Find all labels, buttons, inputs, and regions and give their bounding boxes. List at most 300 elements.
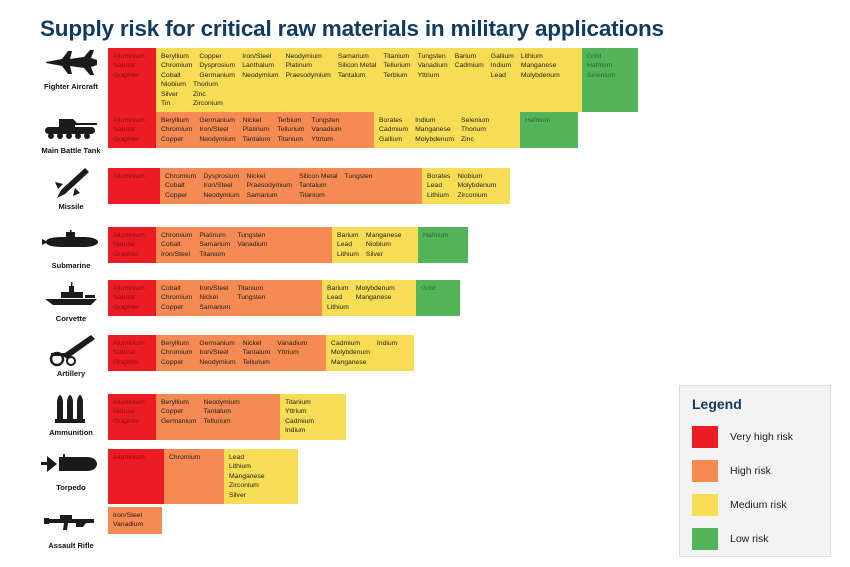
material-label: Iron/Steel xyxy=(203,182,233,190)
risk-segment xyxy=(108,280,156,316)
material-label: Graphite xyxy=(113,417,140,425)
material-label: Graphite xyxy=(113,250,140,258)
risk-segment xyxy=(224,449,298,504)
chart-row xyxy=(34,447,298,504)
material-label: Molybdenum xyxy=(415,135,455,143)
row-bars xyxy=(108,449,298,504)
material-label: Tellurium xyxy=(277,126,305,134)
material-label: Hafnium xyxy=(525,117,551,124)
material-label: Samarium xyxy=(246,191,278,199)
material-label: Titanium xyxy=(285,399,311,406)
chart-row xyxy=(34,166,510,211)
material-column xyxy=(331,339,370,367)
material-column xyxy=(344,172,372,200)
material-label: Iron/Steel xyxy=(199,285,229,292)
material-label: Zirconium xyxy=(229,482,259,490)
material-column xyxy=(237,284,265,312)
material-label: Neodymium xyxy=(203,399,240,406)
material-label: Selenium xyxy=(587,71,616,79)
material-label: Selenium xyxy=(461,117,490,124)
material-column xyxy=(193,80,223,108)
material-label: Germanium xyxy=(199,340,235,347)
material-column xyxy=(379,116,408,144)
material-label: Molybdenum xyxy=(457,182,497,190)
material-label: Tungsten xyxy=(237,294,266,302)
risk-segment xyxy=(108,112,156,148)
material-label: Yttrium xyxy=(277,349,299,357)
material-column xyxy=(199,284,230,312)
corvette-icon xyxy=(41,278,101,312)
row-label: Torpedo xyxy=(56,483,86,492)
material-label: Silver xyxy=(229,491,246,499)
material-label: Tungsten xyxy=(311,117,340,124)
risk-segment xyxy=(108,227,156,263)
material-label: Tungsten xyxy=(237,232,266,239)
material-label: Vanadium xyxy=(277,340,308,347)
material-label: Gallium xyxy=(490,53,514,60)
material-label: Vanadium xyxy=(311,126,342,134)
risk-segment xyxy=(156,112,374,148)
material-label: Copper xyxy=(199,53,222,60)
material-label: Dysprosium xyxy=(203,173,240,180)
material-column xyxy=(521,52,560,80)
material-label: Germanium xyxy=(199,71,235,79)
material-label: Aluminium xyxy=(113,117,145,124)
material-label: Natural xyxy=(113,62,135,70)
row-icon-cell xyxy=(34,225,108,270)
material-label: Cobalt xyxy=(161,285,181,292)
material-label: Titanium xyxy=(199,250,226,258)
chart-row xyxy=(34,46,638,112)
material-label: Indium xyxy=(376,340,398,347)
material-column xyxy=(161,398,197,426)
material-label: Chromium xyxy=(161,62,193,70)
legend-label: Medium risk xyxy=(730,499,787,511)
material-column xyxy=(383,52,410,80)
material-label: Samarium xyxy=(199,303,231,311)
risk-segment xyxy=(422,168,510,204)
material-label: Chromium xyxy=(165,173,197,180)
material-label: Titanium xyxy=(237,285,264,292)
material-column xyxy=(421,284,435,293)
material-label: Manganese xyxy=(229,472,265,480)
material-label: Graphite xyxy=(113,135,140,143)
material-label: Neodymium xyxy=(199,135,236,143)
material-label: Vanadium xyxy=(417,62,448,70)
risk-segment xyxy=(416,280,460,316)
material-label: Silicon Metal xyxy=(337,62,377,70)
material-column xyxy=(285,417,314,436)
legend-item xyxy=(692,490,818,520)
legend-heading: Legend xyxy=(692,396,742,412)
material-label: Aluminium xyxy=(113,53,145,60)
material-column xyxy=(203,172,239,200)
material-column xyxy=(161,284,192,312)
risk-segment xyxy=(156,394,280,440)
material-column xyxy=(199,339,235,367)
material-label: Zirconium xyxy=(192,100,223,108)
material-label: Lead xyxy=(229,454,245,461)
row-label: Corvette xyxy=(55,314,87,323)
material-column xyxy=(113,398,145,426)
risk-segment xyxy=(326,335,414,371)
legend-label: High risk xyxy=(730,465,771,477)
material-label: Lithium xyxy=(337,250,359,258)
material-column xyxy=(247,172,292,200)
material-label: Tantalum xyxy=(203,408,232,416)
row-bars xyxy=(108,168,510,204)
material-column xyxy=(366,231,402,259)
row-label: Submarine xyxy=(51,261,91,270)
material-label: Manganese xyxy=(415,126,451,134)
chart-row xyxy=(34,392,346,440)
material-label: Aluminium xyxy=(113,340,145,347)
material-label: Lead xyxy=(427,182,443,190)
material-column xyxy=(491,52,514,80)
main-battle-tank-icon xyxy=(41,110,101,144)
material-label: Chromium xyxy=(161,349,193,357)
material-label: Lithium xyxy=(520,53,543,60)
risk-segment xyxy=(108,335,156,371)
material-label: Iron/Steel xyxy=(199,349,229,357)
material-column xyxy=(423,231,448,240)
risk-segment xyxy=(108,394,156,440)
material-label: Silicon Metal xyxy=(298,173,338,180)
chart-row xyxy=(34,333,414,378)
material-label: Platinum xyxy=(285,62,312,70)
material-label: Vanadium xyxy=(237,241,268,249)
page-title: Supply risk for critical raw materials in military applications xyxy=(40,16,664,41)
risk-segment xyxy=(322,280,416,316)
material-label: Yttrium xyxy=(285,408,307,416)
row-bars xyxy=(108,280,460,316)
material-label: Natural xyxy=(113,408,135,416)
row-icon-cell xyxy=(34,392,108,437)
material-label: Lanthalum xyxy=(242,62,274,70)
material-column xyxy=(161,80,186,108)
material-label: Dysprosium xyxy=(199,62,236,70)
row-bars xyxy=(108,112,578,148)
material-label: Silver xyxy=(161,90,178,98)
material-label: Terbium xyxy=(277,117,302,124)
material-column xyxy=(311,116,341,144)
material-label: Natural xyxy=(113,126,135,134)
material-label: Iron/Steel xyxy=(242,53,272,60)
material-label: Tellurium xyxy=(383,62,411,70)
material-label: Lead xyxy=(337,241,353,249)
material-label: Lead xyxy=(490,71,506,79)
material-label: Tantalum xyxy=(298,182,327,190)
risk-segment xyxy=(280,394,346,440)
material-column xyxy=(286,52,331,80)
material-column xyxy=(338,52,377,80)
legend-label: Low risk xyxy=(730,533,769,545)
material-label: Platinum xyxy=(199,232,226,239)
material-label: Copper xyxy=(165,191,188,199)
material-label: Tantalum xyxy=(242,349,271,357)
material-label: Hafnium xyxy=(423,232,449,239)
material-label: Lithium xyxy=(427,191,449,199)
material-column xyxy=(229,481,259,500)
chart-row xyxy=(34,110,578,155)
material-label: Manganese xyxy=(365,232,402,239)
material-label: Niobium xyxy=(365,241,391,249)
legend-panel xyxy=(679,385,831,557)
material-label: Aluminium xyxy=(113,454,145,461)
material-label: Vanadium xyxy=(113,521,144,529)
risk-segment xyxy=(108,168,160,204)
material-label: Graphite xyxy=(113,358,140,366)
material-label: Indium xyxy=(285,427,306,435)
material-column xyxy=(337,231,359,259)
material-label: Borates xyxy=(427,173,451,180)
material-label: Chromium xyxy=(161,232,193,239)
material-label: Borates xyxy=(379,117,403,124)
material-column xyxy=(113,52,145,80)
legend-item xyxy=(692,524,818,554)
risk-segment xyxy=(164,449,224,504)
material-label: Cadmium xyxy=(454,62,484,70)
legend-swatch xyxy=(692,494,718,516)
row-bars xyxy=(108,48,638,112)
row-label: Missile xyxy=(58,202,84,211)
material-column xyxy=(415,116,454,144)
material-label: Zirconium xyxy=(457,191,488,199)
material-label: Manganese xyxy=(355,294,392,302)
risk-segment xyxy=(156,48,582,112)
row-icon-cell xyxy=(34,46,108,91)
row-label: Assault Rifle xyxy=(48,541,94,550)
material-column xyxy=(587,52,615,80)
material-label: Germanium xyxy=(199,117,235,124)
material-column xyxy=(161,339,192,367)
missile-icon xyxy=(49,166,93,200)
chart-row xyxy=(34,225,468,270)
material-label: Germanium xyxy=(161,417,197,425)
material-label: Graphite xyxy=(113,71,140,79)
risk-segment xyxy=(332,227,418,263)
material-column xyxy=(356,284,395,312)
row-label: Fighter Aircraft xyxy=(44,82,98,91)
material-column xyxy=(457,172,496,200)
material-column xyxy=(229,453,265,481)
material-column xyxy=(237,231,267,259)
material-label: Platinum xyxy=(242,126,270,134)
material-label: Molybdenum xyxy=(355,285,395,292)
material-label: Copper xyxy=(161,135,184,143)
material-label: Terbium xyxy=(383,71,408,79)
material-label: Zinc xyxy=(461,135,474,143)
material-label: Aluminium xyxy=(113,399,145,406)
material-label: Samarium xyxy=(199,241,231,249)
material-label: Natural xyxy=(113,349,135,357)
material-label: Tantalum xyxy=(337,71,366,79)
material-column xyxy=(113,284,145,312)
material-label: Niobium xyxy=(457,173,483,180)
row-label: Artillery xyxy=(56,369,86,378)
material-column xyxy=(113,231,145,259)
material-label: Beryllium xyxy=(161,117,189,124)
row-label: Main Battle Tank xyxy=(41,146,101,155)
risk-segment xyxy=(156,280,322,316)
chart-row xyxy=(34,505,162,550)
risk-segment xyxy=(160,168,422,204)
material-label: Yttrium xyxy=(417,71,440,79)
row-icon-cell xyxy=(34,110,108,155)
material-column xyxy=(169,453,200,462)
material-label: Gallium xyxy=(379,135,403,143)
row-bars xyxy=(108,507,162,534)
material-label: Aluminium xyxy=(113,232,145,239)
material-label: Chromium xyxy=(169,454,201,461)
material-label: Aluminium xyxy=(113,285,145,292)
submarine-icon xyxy=(40,225,102,259)
legend-item xyxy=(692,456,818,486)
material-column xyxy=(377,339,397,367)
material-column xyxy=(113,172,145,181)
material-label: Chromium xyxy=(161,126,193,134)
row-icon-cell xyxy=(34,447,108,492)
row-icon-cell xyxy=(34,278,108,323)
risk-segment xyxy=(582,48,638,112)
material-label: Copper xyxy=(161,303,184,311)
material-label: Chromium xyxy=(161,294,193,302)
material-column xyxy=(113,511,143,530)
material-column xyxy=(199,52,235,80)
material-label: Beryllium xyxy=(161,340,189,347)
material-label: Cobalt xyxy=(165,182,185,190)
material-label: Manganese xyxy=(331,358,367,366)
material-label: Nickel xyxy=(199,294,218,302)
legend-item xyxy=(692,422,818,452)
ammunition-icon xyxy=(49,392,93,426)
material-label: Praesodymium xyxy=(285,71,331,79)
risk-segment xyxy=(520,112,578,148)
legend-swatch xyxy=(692,460,718,482)
row-bars xyxy=(108,394,346,440)
legend-items xyxy=(692,422,818,554)
material-label: Cadmium xyxy=(285,417,315,425)
material-column xyxy=(243,116,271,144)
material-label: Tungsten xyxy=(344,173,373,180)
material-column xyxy=(165,172,196,200)
material-label: Thorium xyxy=(192,81,218,89)
material-label: Nickel xyxy=(246,173,266,180)
material-column xyxy=(327,284,349,312)
material-label: Samarium xyxy=(337,53,369,60)
material-column xyxy=(199,231,230,259)
material-column xyxy=(418,52,448,80)
material-column xyxy=(285,398,311,417)
material-label: Titanium xyxy=(383,53,410,60)
material-label: Barium xyxy=(337,232,359,239)
material-column xyxy=(427,172,450,200)
material-label: Cobalt xyxy=(161,241,181,249)
material-column xyxy=(161,52,192,80)
material-label: Silver xyxy=(365,250,383,258)
material-label: Praesodymium xyxy=(246,182,292,190)
material-label: Yttrium xyxy=(311,135,333,143)
assault-rifle-icon xyxy=(42,505,100,539)
material-column xyxy=(243,339,271,367)
material-label: Nickel xyxy=(242,117,262,124)
material-label: Molybdenum xyxy=(520,71,560,79)
material-label: Lithium xyxy=(327,303,349,311)
material-label: Neodymium xyxy=(242,71,279,79)
row-icon-cell xyxy=(34,166,108,211)
risk-segment xyxy=(156,335,326,371)
torpedo-icon xyxy=(41,447,101,481)
material-column xyxy=(525,116,550,125)
risk-segment xyxy=(418,227,468,263)
material-column xyxy=(161,231,192,259)
material-label: Lithium xyxy=(229,463,251,471)
material-label: Niobium xyxy=(161,81,186,89)
risk-segment xyxy=(108,48,156,112)
material-column xyxy=(204,398,240,426)
legend-swatch xyxy=(692,528,718,550)
material-label: Iron/Steel xyxy=(113,512,143,519)
material-label: Titanium xyxy=(298,191,325,199)
material-label: Gold xyxy=(587,53,602,60)
material-column xyxy=(461,116,489,144)
material-column xyxy=(299,172,338,200)
material-label: Indium xyxy=(415,117,436,124)
material-label: Lead xyxy=(327,294,343,302)
material-column xyxy=(455,52,484,80)
material-label: Hafnium xyxy=(587,62,613,70)
material-label: Manganese xyxy=(520,62,557,70)
row-label: Ammunition xyxy=(49,428,93,437)
row-icon-cell xyxy=(34,333,108,378)
material-label: Tungsten xyxy=(417,53,446,60)
material-label: Barium xyxy=(454,53,477,60)
material-label: Neodymium xyxy=(203,191,240,199)
material-label: Beryllium xyxy=(161,53,189,60)
material-column xyxy=(113,339,145,367)
material-label: Copper xyxy=(161,408,184,416)
material-column xyxy=(199,116,235,144)
material-label: Cadmium xyxy=(379,126,409,134)
material-label: Iron/Steel xyxy=(161,250,191,258)
material-label: Titanium xyxy=(277,135,304,143)
material-label: Molybdenum xyxy=(331,349,370,357)
material-column xyxy=(277,339,307,367)
risk-segment xyxy=(156,227,332,263)
artillery-icon xyxy=(43,333,99,367)
row-icon-cell xyxy=(34,505,108,550)
material-label: Nickel xyxy=(242,340,262,347)
risk-segment xyxy=(374,112,520,148)
material-label: Thorium xyxy=(461,126,486,134)
legend-label: Very high risk xyxy=(730,431,794,443)
material-label: Indium xyxy=(490,62,512,70)
material-label: Beryllium xyxy=(161,399,189,406)
risk-segment xyxy=(108,449,164,504)
risk-segment xyxy=(108,507,162,534)
material-column xyxy=(113,116,145,144)
material-label: Tellurium xyxy=(203,417,231,425)
material-column xyxy=(113,453,145,462)
material-label: Tellurium xyxy=(242,358,270,366)
material-label: Iron/Steel xyxy=(199,126,229,134)
material-label: Tantalum xyxy=(242,135,271,143)
row-bars xyxy=(108,335,414,371)
material-label: Natural xyxy=(113,294,135,302)
material-label: Barium xyxy=(327,285,349,292)
material-label: Gold xyxy=(421,285,436,292)
legend-swatch xyxy=(692,426,718,448)
